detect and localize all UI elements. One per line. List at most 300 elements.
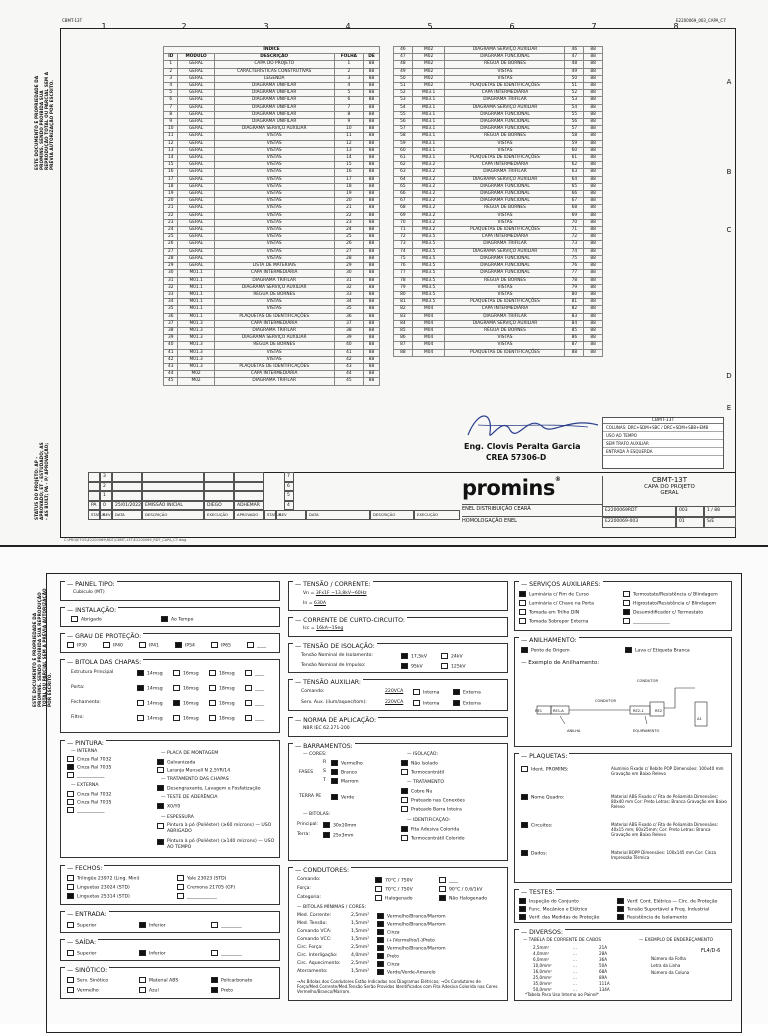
rev-right-num: 7 bbox=[284, 472, 294, 482]
checkbox-label: Ao Tempo bbox=[171, 617, 194, 623]
checkbox[interactable] bbox=[401, 826, 408, 832]
index-cell: 52 bbox=[565, 90, 584, 97]
protection-grade-box bbox=[60, 633, 280, 653]
index-cell: 43 bbox=[334, 363, 363, 370]
checkbox-label: Policarbonato bbox=[221, 978, 253, 984]
checkbox[interactable] bbox=[625, 647, 632, 653]
checkbox-label: Fita Adesiva Colorida bbox=[411, 827, 460, 833]
index-cell: 70 bbox=[565, 219, 584, 226]
index-cell: 11 bbox=[164, 133, 178, 140]
checkbox[interactable] bbox=[67, 807, 74, 813]
rev-right-num: 5 bbox=[284, 491, 294, 501]
checkbox[interactable] bbox=[617, 898, 624, 904]
checkbox[interactable] bbox=[519, 906, 526, 912]
index-row bbox=[164, 234, 380, 241]
index-cell: M03.1 bbox=[412, 104, 445, 111]
checkbox[interactable] bbox=[137, 685, 144, 691]
checkbox[interactable] bbox=[377, 921, 384, 927]
ownership-note: ESTE DOCUMENTO É PROPRIEDADE DA PROMINS. SENDO PROIBIDA SUA REPRODUÇÃO TOTAL OU PARCIAL SEM A PRÉVIA AUTORIZAÇÃO POR ESCRITO. bbox=[34, 71, 54, 170]
checkbox[interactable] bbox=[137, 715, 144, 721]
index-cell: DIAGRAMA UNIFILAR bbox=[214, 97, 334, 104]
index-cell: 58 bbox=[394, 133, 413, 140]
index-cell: LEGENDA bbox=[214, 75, 334, 82]
checkbox[interactable] bbox=[209, 700, 216, 706]
index-cell: 14 bbox=[164, 155, 178, 162]
index-cell: 31 bbox=[164, 277, 178, 284]
index-row bbox=[394, 327, 603, 334]
checkbox[interactable] bbox=[173, 670, 180, 676]
index-row bbox=[394, 284, 603, 291]
index-cell: PLAQUETAS DE IDENTIFICAÇÕES bbox=[445, 83, 565, 90]
rev-appr bbox=[234, 482, 264, 492]
index-cell: 88 bbox=[364, 320, 380, 327]
checkbox[interactable] bbox=[209, 670, 216, 676]
checkbox-label: Preto bbox=[221, 988, 233, 994]
checkbox[interactable] bbox=[139, 950, 146, 956]
conductors-title: — CONDUTORES: bbox=[295, 867, 350, 874]
conductor-row-label: Categoria: bbox=[297, 895, 321, 900]
checkbox[interactable] bbox=[67, 642, 74, 648]
checkbox[interactable] bbox=[245, 670, 252, 676]
checkbox[interactable] bbox=[211, 642, 218, 648]
in-line: In = 630A bbox=[303, 601, 326, 606]
index-cell: 44 bbox=[334, 371, 363, 378]
index-cell: 71 bbox=[565, 227, 584, 234]
checkbox[interactable] bbox=[245, 685, 252, 691]
checkbox[interactable] bbox=[67, 764, 74, 770]
checkbox[interactable] bbox=[245, 700, 252, 706]
index-cell: 88 bbox=[584, 68, 603, 75]
checkbox[interactable] bbox=[439, 895, 446, 901]
index-cell: DIAGRAMA FUNCIONAL bbox=[445, 126, 565, 133]
checkbox[interactable] bbox=[67, 977, 74, 983]
checkbox[interactable] bbox=[453, 689, 460, 695]
index-cell: CARACTERÍSTICAS CONSTRUTIVAS bbox=[214, 68, 334, 75]
insulation-option bbox=[441, 663, 466, 671]
row-label-C: C bbox=[726, 226, 732, 234]
checkbox[interactable] bbox=[67, 875, 74, 881]
checkbox-label: ____ bbox=[449, 878, 459, 884]
nameplate-option bbox=[521, 794, 564, 802]
index-row bbox=[394, 306, 603, 313]
index-cell: 77 bbox=[565, 270, 584, 277]
index-cell: M03.5 bbox=[412, 241, 445, 248]
index-row bbox=[164, 371, 380, 378]
checkbox[interactable] bbox=[401, 797, 408, 803]
checkbox[interactable] bbox=[331, 778, 338, 784]
gauge-label: Aterramento: bbox=[297, 969, 328, 974]
checkbox[interactable] bbox=[139, 922, 146, 928]
index-cell: DIAGRAMA UNIFILAR bbox=[214, 83, 334, 90]
client-name: ENEL DISTRIBUIÇÃO CEARÁ bbox=[462, 504, 602, 512]
index-cell: DIAGRAMA TRIFILAR bbox=[445, 241, 565, 248]
index-cell: 26 bbox=[334, 241, 363, 248]
index-cell: 28 bbox=[164, 255, 178, 262]
index-cell: M03.5 bbox=[412, 291, 445, 298]
index-cell: 66 bbox=[394, 191, 413, 198]
index-cell: 84 bbox=[394, 320, 413, 327]
gauge-row-label: Fechamento: bbox=[71, 700, 101, 705]
checkbox[interactable] bbox=[617, 914, 624, 920]
index-cell: 35 bbox=[334, 306, 363, 313]
checkbox[interactable] bbox=[519, 914, 526, 920]
checkbox[interactable] bbox=[521, 850, 528, 856]
index-cell: 23 bbox=[164, 219, 178, 226]
index-cell: 88 bbox=[584, 133, 603, 140]
index-cell: M03.2 bbox=[412, 227, 445, 234]
mounting-plate-option bbox=[157, 759, 195, 767]
index-cell: M01.1 bbox=[178, 284, 214, 291]
index-cell: 78 bbox=[394, 277, 413, 284]
checkbox[interactable] bbox=[401, 835, 408, 841]
checkbox[interactable] bbox=[157, 803, 164, 809]
checkbox[interactable] bbox=[331, 760, 338, 766]
checkbox[interactable] bbox=[401, 806, 408, 812]
index-row bbox=[394, 83, 603, 90]
checkbox-label: Laranja Munsell N 2,5YR/14 bbox=[167, 768, 231, 774]
checkbox[interactable] bbox=[377, 945, 384, 951]
checkbox[interactable] bbox=[623, 618, 630, 624]
gauge-label: Med. Tensão: bbox=[297, 921, 327, 926]
protection-option bbox=[139, 642, 159, 650]
exit-option bbox=[67, 950, 96, 958]
checkbox[interactable] bbox=[323, 822, 330, 828]
index-cell: 88 bbox=[364, 212, 380, 219]
cable-current: 28A bbox=[599, 951, 608, 956]
checkbox[interactable] bbox=[439, 886, 446, 892]
index-cell: 88 bbox=[584, 147, 603, 154]
checkbox[interactable] bbox=[71, 616, 78, 622]
index-cell: 21 bbox=[164, 205, 178, 212]
checkbox-label: Externa bbox=[463, 701, 481, 707]
index-cell: M03.1 bbox=[412, 140, 445, 147]
index-cell: GERAL bbox=[178, 198, 214, 205]
checkbox[interactable] bbox=[377, 953, 384, 959]
index-cell: GERAL bbox=[178, 75, 214, 82]
index-cell: GERAL bbox=[178, 191, 214, 198]
painting-title: — PINTURA: bbox=[67, 740, 104, 747]
checkbox[interactable] bbox=[623, 600, 630, 606]
checkbox[interactable] bbox=[401, 760, 408, 766]
checkbox[interactable] bbox=[173, 715, 180, 721]
checkbox[interactable] bbox=[617, 906, 624, 912]
checkbox[interactable] bbox=[519, 600, 526, 606]
checkbox[interactable] bbox=[157, 759, 164, 765]
rev-status bbox=[88, 491, 100, 501]
checkbox[interactable] bbox=[67, 893, 74, 899]
checkbox[interactable] bbox=[413, 700, 420, 706]
checkbox-label: Termocontrátil Colorido bbox=[411, 836, 465, 842]
checkbox-label: Nome Quadro: bbox=[531, 795, 565, 801]
index-cell: M01.1 bbox=[178, 299, 214, 306]
checkbox[interactable] bbox=[401, 788, 408, 794]
index-cell: M03.1 bbox=[412, 133, 445, 140]
checkbox[interactable] bbox=[441, 653, 448, 659]
checkbox[interactable] bbox=[377, 929, 384, 935]
index-cell: DIAGRAMA SERVIÇO AUXILIAR bbox=[445, 47, 565, 54]
gauge-option bbox=[245, 685, 264, 693]
checkbox[interactable] bbox=[157, 823, 164, 829]
index-row bbox=[164, 212, 380, 219]
checkbox[interactable] bbox=[211, 977, 218, 983]
checkbox[interactable] bbox=[139, 977, 146, 983]
checkbox-label: ____________ bbox=[77, 808, 105, 814]
checkbox[interactable] bbox=[521, 647, 528, 653]
checkbox[interactable] bbox=[623, 609, 630, 615]
checkbox[interactable] bbox=[211, 922, 218, 928]
checkbox[interactable] bbox=[519, 609, 526, 615]
checkbox[interactable] bbox=[519, 618, 526, 624]
checkbox[interactable] bbox=[323, 832, 330, 838]
index-cell: 59 bbox=[394, 140, 413, 147]
addressing-label: Letra da Linha bbox=[651, 963, 681, 968]
index-cell: VISTAS bbox=[214, 306, 334, 313]
exit-box bbox=[60, 939, 280, 961]
index-cell: 88 bbox=[364, 299, 380, 306]
checkbox[interactable] bbox=[245, 715, 252, 721]
index-cell: DIAGRAMA TRIFILAR bbox=[214, 277, 334, 284]
checkbox[interactable] bbox=[401, 769, 408, 775]
index-cell: GERAL bbox=[178, 90, 214, 97]
index-row bbox=[164, 162, 380, 169]
index-cell: GERAL bbox=[178, 227, 214, 234]
rev-exec bbox=[204, 482, 234, 492]
rev-header: DESCRIÇÃO bbox=[142, 510, 204, 520]
checkbox[interactable] bbox=[519, 591, 526, 597]
checkbox[interactable] bbox=[209, 685, 216, 691]
checkbox[interactable] bbox=[521, 794, 528, 800]
checkbox[interactable] bbox=[521, 822, 528, 828]
gauge-color bbox=[377, 913, 446, 921]
checkbox-label: ____ bbox=[257, 643, 267, 649]
index-cell: 34 bbox=[164, 299, 178, 306]
synoptic-title: — SINÓTICO: bbox=[67, 967, 108, 974]
ferrule-diagram-label: CONDUTOR bbox=[595, 699, 616, 703]
index-cell: CAPA INTERMEDIÁRIA bbox=[445, 90, 565, 97]
checkbox[interactable] bbox=[441, 663, 448, 669]
index-cell: GERAL bbox=[178, 176, 214, 183]
nameplate-desc: Alumínio Fixado c/ Rebite POP Dimensões: 100x40 mm Gravação em Baixo Relevo bbox=[611, 766, 724, 776]
aux-service-option bbox=[623, 618, 670, 626]
index-cell: 88 bbox=[584, 198, 603, 205]
short-circuit-box bbox=[288, 617, 508, 637]
index-cell: 88 bbox=[584, 234, 603, 241]
checkbox[interactable] bbox=[157, 839, 164, 845]
index-cell: 88 bbox=[584, 212, 603, 219]
checkbox[interactable] bbox=[177, 893, 184, 899]
index-header: ID bbox=[164, 54, 178, 61]
index-cell: 40 bbox=[164, 342, 178, 349]
index-cell: 1 bbox=[164, 61, 178, 68]
busbar-treatment-option bbox=[401, 788, 432, 796]
index-cell: 88 bbox=[584, 320, 603, 327]
checkbox[interactable] bbox=[375, 877, 382, 883]
checkbox[interactable] bbox=[519, 898, 526, 904]
index-cell: 22 bbox=[164, 212, 178, 219]
checkbox[interactable] bbox=[67, 791, 74, 797]
checkbox[interactable] bbox=[67, 756, 74, 762]
aux-option bbox=[413, 700, 439, 708]
misc-title: — DIVERSOS: bbox=[521, 929, 563, 936]
index-row bbox=[394, 277, 603, 284]
rev-header: DATA bbox=[112, 510, 142, 520]
checkbox[interactable] bbox=[67, 884, 74, 890]
nameplates-title: — PLAQUETAS: bbox=[521, 753, 568, 760]
busbar-treatment-option bbox=[401, 806, 462, 814]
index-cell: DIAGRAMA UNIFILAR bbox=[214, 90, 334, 97]
checkbox[interactable] bbox=[67, 922, 74, 928]
index-cell: 88 bbox=[364, 219, 380, 226]
index-cell: 88 bbox=[364, 342, 380, 349]
index-cell: 62 bbox=[565, 162, 584, 169]
index-cell: 88 bbox=[584, 219, 603, 226]
index-cell: 88 bbox=[364, 75, 380, 82]
checkbox[interactable] bbox=[375, 895, 382, 901]
checkbox-label: 95kV bbox=[411, 664, 423, 670]
checkbox[interactable] bbox=[439, 877, 446, 883]
index-cell: GERAL bbox=[178, 212, 214, 219]
rev-2: 01 bbox=[676, 517, 704, 528]
index-cell: 75 bbox=[565, 255, 584, 262]
checkbox[interactable] bbox=[413, 689, 420, 695]
index-row bbox=[164, 335, 380, 342]
index-cell: VISTAS bbox=[214, 140, 334, 147]
checkbox[interactable] bbox=[401, 653, 408, 659]
checkbox[interactable] bbox=[331, 794, 338, 800]
index-cell: 15 bbox=[334, 162, 363, 169]
index-cell: 48 bbox=[394, 61, 413, 68]
index-cell: 77 bbox=[394, 270, 413, 277]
checkbox[interactable] bbox=[377, 937, 384, 943]
checkbox-label: Vermelho bbox=[77, 988, 99, 994]
cable-current: 89A bbox=[599, 975, 608, 980]
index-row bbox=[164, 270, 380, 277]
index-row bbox=[394, 126, 603, 133]
checkbox[interactable] bbox=[177, 875, 184, 881]
busbar-insulation-option bbox=[401, 769, 444, 777]
adhesion-test-option bbox=[157, 803, 180, 811]
checkbox[interactable] bbox=[209, 715, 216, 721]
index-cell: VISTAS bbox=[214, 191, 334, 198]
checkbox[interactable] bbox=[139, 642, 146, 648]
checkbox-label: _____________ bbox=[187, 894, 217, 900]
index-row bbox=[164, 263, 380, 270]
checkbox[interactable] bbox=[401, 663, 408, 669]
index-cell: 65 bbox=[565, 183, 584, 190]
checkbox[interactable] bbox=[211, 987, 218, 993]
index-cell: 5 bbox=[334, 90, 363, 97]
index-cell: M03.1 bbox=[412, 119, 445, 126]
checkbox[interactable] bbox=[521, 766, 528, 772]
index-cell: 60 bbox=[565, 147, 584, 154]
checkbox[interactable] bbox=[67, 799, 74, 805]
index-row bbox=[164, 97, 380, 104]
index-cell: 88 bbox=[364, 68, 380, 75]
exit-option bbox=[139, 950, 166, 958]
checkbox[interactable] bbox=[67, 987, 74, 993]
rev-desc bbox=[142, 482, 204, 492]
checkbox[interactable] bbox=[377, 961, 384, 967]
checkbox[interactable] bbox=[375, 886, 382, 892]
rev-exec bbox=[204, 472, 234, 482]
aux-option bbox=[413, 689, 439, 697]
index-cell: 88 bbox=[364, 104, 380, 111]
index-cell: 88 bbox=[584, 255, 603, 262]
checkbox[interactable] bbox=[67, 950, 74, 956]
index-cell: 45 bbox=[334, 378, 363, 385]
checkbox[interactable] bbox=[157, 767, 164, 773]
index-cell: 88 bbox=[565, 349, 584, 356]
index-cell: 67 bbox=[394, 198, 413, 205]
index-cell: 84 bbox=[565, 320, 584, 327]
checkbox-label: Pintura à pó (Poliéster) (≥140 mícrons) — USO AO TEMPO bbox=[167, 839, 275, 850]
index-cell: 10 bbox=[334, 126, 363, 133]
checkbox[interactable] bbox=[177, 884, 184, 890]
index-cell: 83 bbox=[394, 313, 413, 320]
checkbox[interactable] bbox=[175, 642, 182, 648]
checkbox[interactable] bbox=[139, 987, 146, 993]
notes-line: COLUNAS: DRC+SDM+SBC / DRC+SDM+SBB+EMB bbox=[603, 424, 723, 432]
checkbox[interactable] bbox=[331, 769, 338, 775]
checkbox[interactable] bbox=[67, 772, 74, 778]
index-cell: 60 bbox=[394, 147, 413, 154]
index-cell: VISTAS bbox=[214, 219, 334, 226]
checkbox[interactable] bbox=[103, 642, 110, 648]
checkbox[interactable] bbox=[173, 685, 180, 691]
index-cell: 76 bbox=[394, 263, 413, 270]
checkbox[interactable] bbox=[453, 700, 460, 706]
rev-right-num: 6 bbox=[284, 482, 294, 492]
addressing-code: FL4/D-6 bbox=[701, 948, 721, 954]
checkbox[interactable] bbox=[137, 670, 144, 676]
checkbox[interactable] bbox=[623, 591, 630, 597]
checkbox-label: Superior bbox=[77, 923, 97, 929]
conductor-option bbox=[375, 877, 413, 885]
checkbox[interactable] bbox=[377, 913, 384, 919]
aux-service-option bbox=[519, 600, 594, 608]
rev-exec: DIEGO bbox=[204, 501, 234, 511]
index-cell: VISTAS bbox=[445, 342, 565, 349]
phase-letter: T bbox=[323, 778, 326, 783]
lock-option bbox=[177, 893, 217, 901]
index-cell: M02 bbox=[412, 61, 445, 68]
checkbox[interactable] bbox=[161, 616, 168, 622]
checkbox[interactable] bbox=[211, 950, 218, 956]
index-cell: 66 bbox=[565, 191, 584, 198]
insulation-voltage-title: — TENSÃO DE ISOLAÇÃO: bbox=[295, 643, 375, 650]
checkbox[interactable] bbox=[173, 700, 180, 706]
index-cell: 30 bbox=[164, 270, 178, 277]
checkbox[interactable] bbox=[157, 785, 164, 791]
checkbox[interactable] bbox=[247, 642, 254, 648]
index-row bbox=[164, 255, 380, 262]
index-row bbox=[394, 248, 603, 255]
index-cell: 81 bbox=[565, 299, 584, 306]
index-cell: GERAL bbox=[178, 119, 214, 126]
column-label-6: 6 bbox=[509, 22, 515, 31]
index-row bbox=[164, 320, 380, 327]
index-cell: M03.2 bbox=[412, 169, 445, 176]
checkbox[interactable] bbox=[377, 969, 384, 975]
column-label-2: 2 bbox=[181, 22, 187, 31]
index-cell: 29 bbox=[164, 263, 178, 270]
index-row bbox=[164, 183, 380, 190]
checkbox-label: 14msg bbox=[147, 716, 163, 722]
checkbox[interactable] bbox=[137, 700, 144, 706]
cable-size: 25,0mm² bbox=[533, 975, 552, 980]
index-table-right bbox=[393, 46, 603, 357]
index-cell: M03.5 bbox=[412, 284, 445, 291]
